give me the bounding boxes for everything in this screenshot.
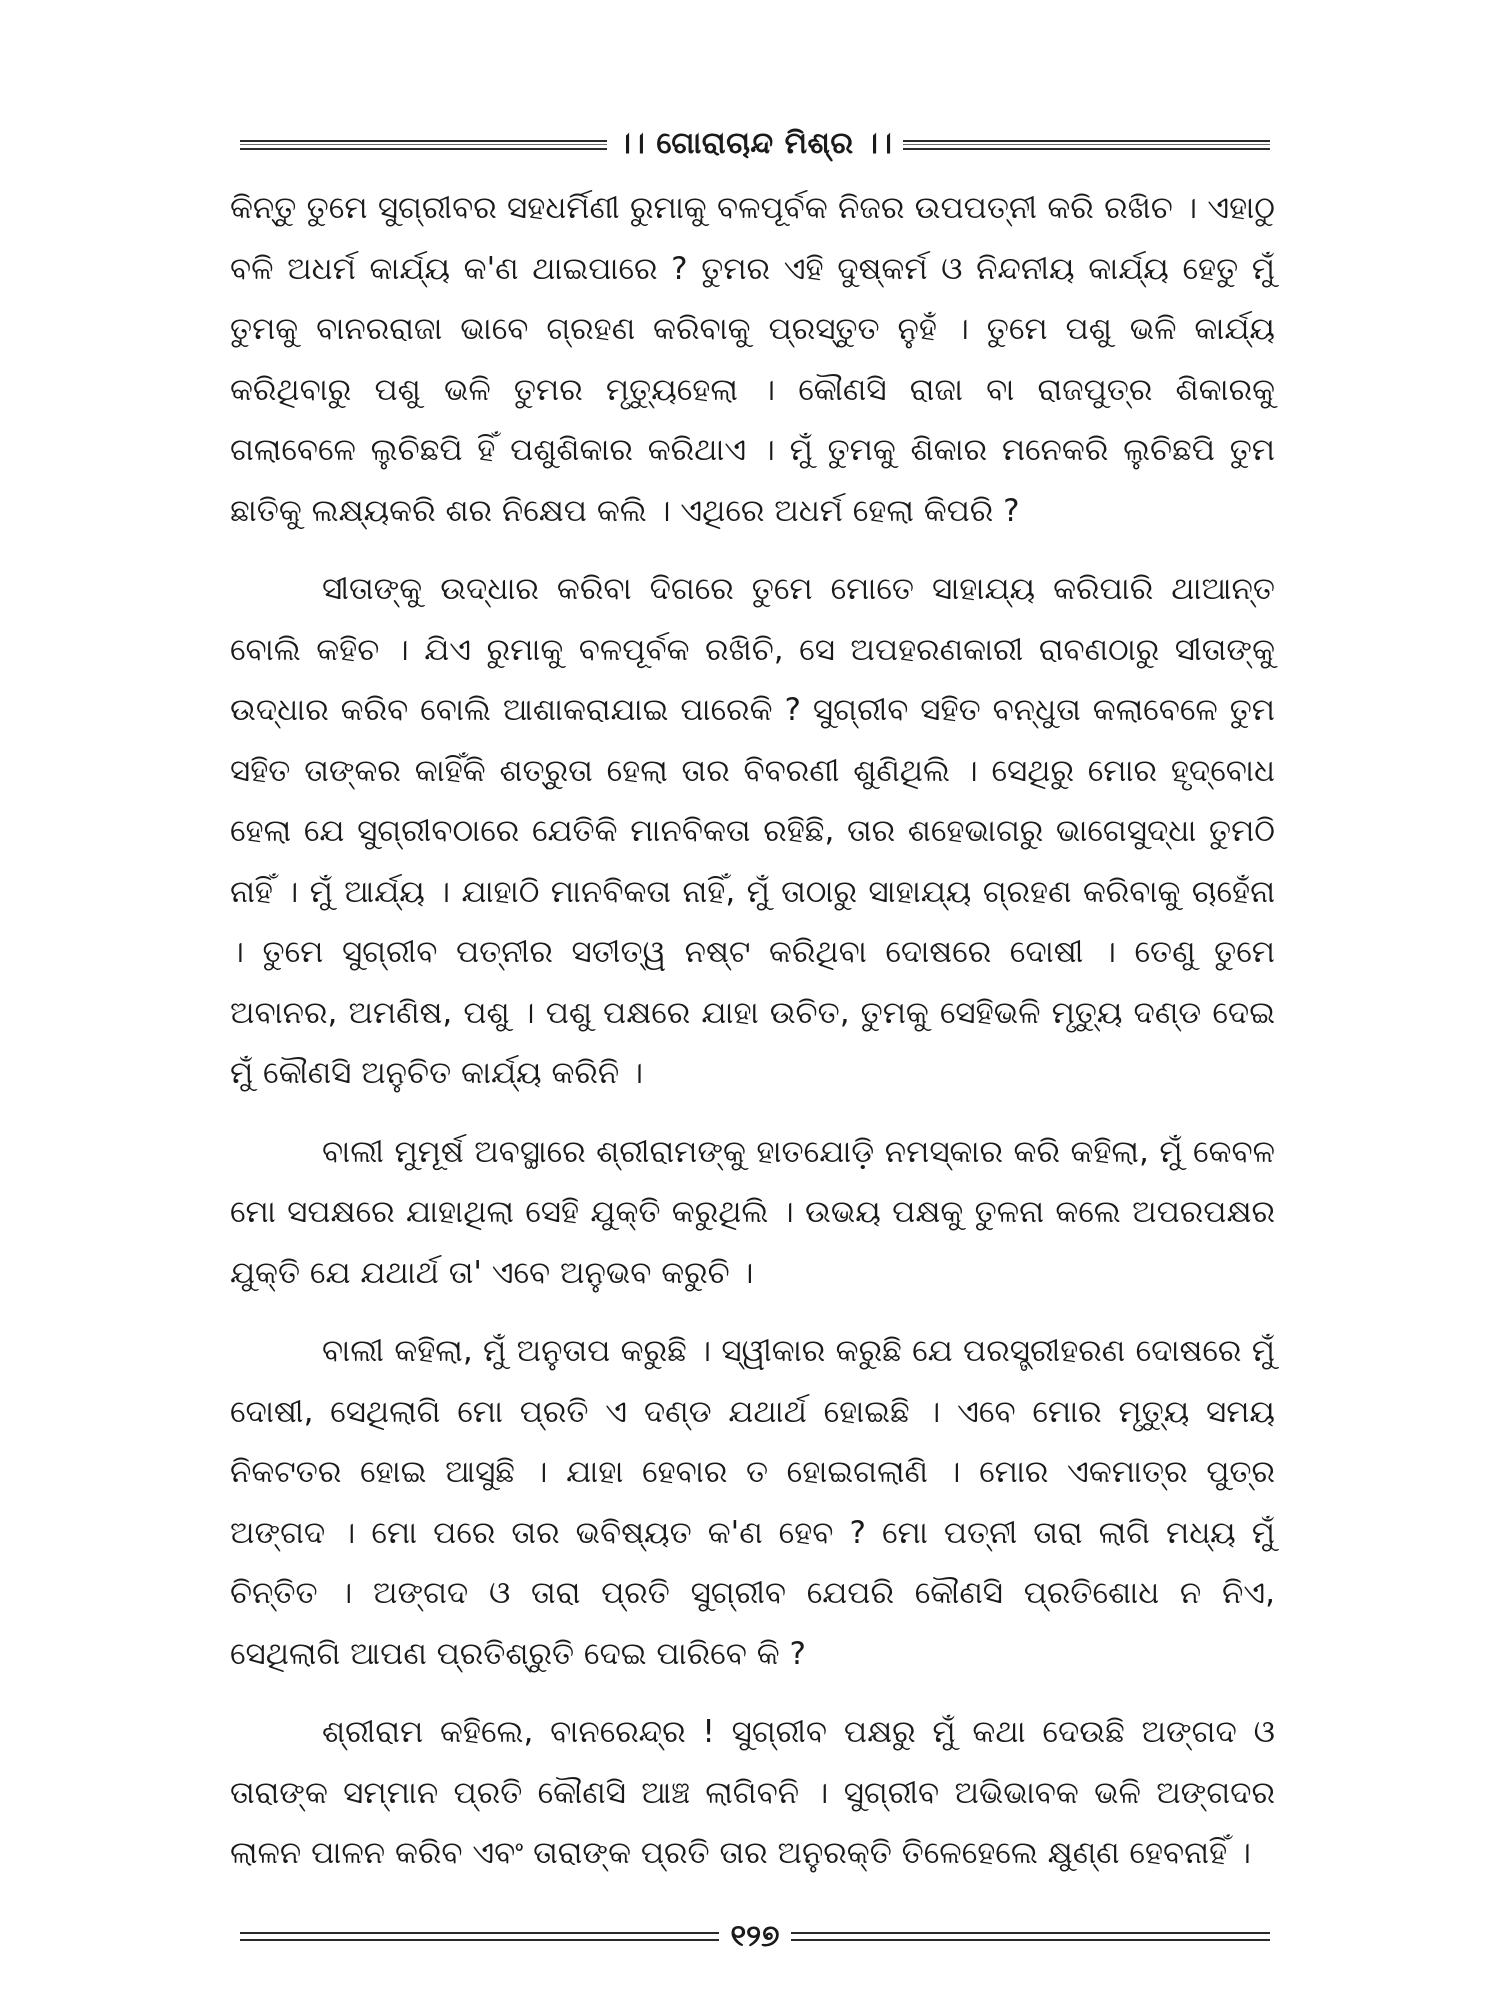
author-name-header: ।। ଗୋରାଚାନ୍ଦ ମିଶ୍ର ।। (617, 125, 893, 161)
header-rule-left (240, 140, 607, 150)
paragraph-1: କିନ୍ତୁ ତୁମେ ସୁଗ୍ରୀବର ସହଧର୍ମିଣୀ ରୁମାକୁ ବଳପୂର୍ବକ ନିଜର ଉପପତ୍ନୀ କରି ରଖିଚ । ଏହାଠୁ ବଳି ଅଧର୍ମ କାର୍ଯ୍ୟ କ'ଣ ଥାଇପାରେ ? ତୁମର ଏହି ଦୁଷ୍କର୍ମ ଓ ନିନ୍ଦନୀୟ କାର୍ଯ୍ୟ ହେତୁ ମୁଁ ତୁମକୁ ବାନରରାଜା ଭାବେ ଗ୍ରହଣ କରିବାକୁ ପ୍ରସ୍ତୁତ ନୁହଁ । ତୁମେ ପଶୁ ଭଳି କାର୍ଯ୍ୟ କରିଥିବାରୁ ପଶୁ ଭଳି ତୁମର ମୃତ୍ୟୁହେଲା । କୌଣସି ରାଜା ବା ରାଜପୁତ୍ର ଶିକାରକୁ ଗଲାବେଳେ ଲୁଚିଛପି ହିଁ ପଶୁଶିକାର କରିଥାଏ । ମୁଁ ତୁମକୁ ଶିକାର ମନେକରି ଲୁଚିଛପି ତୁମ ଛାତିକୁ ଲକ୍ଷ୍ୟକରି ଶର ନିକ୍ଷେପ କଲି । ଏଥିରେ ଅଧର୍ମ ହେଲା କିପରି ? (230, 190, 1275, 529)
header-rule-right (903, 140, 1270, 150)
paragraph-5: ଶ୍ରୀରାମ କହିଲେ, ବାନରେନ୍ଦ୍ର ! ସୁଗ୍ରୀବ ପକ୍ଷରୁ ମୁଁ କଥା ଦେଉଛି ଅଙ୍ଗଦ ଓ ତାରାଙ୍କ ସମ୍ମାନ ପ୍ରତି କୌଣସି ଆଞ୍ଚ ଲାଗିବନି । ସୁଗ୍ରୀବ ଅଭିଭାବକ ଭଳି ଅଙ୍ଗଦର ଲାଳନ ପାଳନ କରିବ ଏବଂ ତାରାଙ୍କ ପ୍ରତି ତାର ଅନୁରକ୍ତି ତିଳେହେଲେ କ୍ଷୁଣ୍ଣ ହେବନାହିଁ । (230, 1714, 1275, 1871)
running-header (240, 123, 1270, 163)
running-footer (240, 1918, 1270, 1954)
page-number: ୧୨୭ (730, 1918, 780, 1954)
paragraph-4: ବାଲୀ କହିଲା, ମୁଁ ଅନୁତାପ କରୁଛି । ସ୍ୱୀକାର କରୁଛି ଯେ ପରସ୍ତ୍ରୀହରଣ ଦୋଷରେ ମୁଁ ଦୋଷୀ, ସେଥିଲାଗି ମୋ ପ୍ରତି ଏ ଦଣ୍ଡ ଯଥାର୍ଥ ହୋଇଛି । ଏବେ ମୋର ମୃତ୍ୟୁ ସମୟ ନିକଟତର ହୋଇ ଆସୁଛି । ଯାହା ହେବାର ତ ହୋଇଗଲାଣି । ମୋର ଏକମାତ୍ର ପୁତ୍ର ଅଙ୍ଗଦ । ମୋ ପରେ ତାର ଭବିଷ୍ୟତ କ'ଣ ହେବ ? ମୋ ପତ୍ନୀ ତାରା ଲାଗି ମଧ୍ୟ ମୁଁ ଚିନ୍ତିତ । ଅଙ୍ଗଦ ଓ ତାରା ପ୍ରତି ସୁଗ୍ରୀବ ଯେପରି କୌଣସି ପ୍ରତିଶୋଧ ନ ନିଏ, ସେଥିଲାଗି ଆପଣ ପ୍ରତିଶ୍ରୁତି ଦେଇ ପାରିବେ କି ? (230, 1333, 1275, 1672)
footer-rule-right (791, 1932, 1270, 1941)
footer-rule-left (240, 1932, 719, 1941)
paragraph-3: ବାଲୀ ମୁମୂର୍ଷ ଅବସ୍ଥାରେ ଶ୍ରୀରାମଙ୍କୁ ହାତଯୋଡ଼ି ନମସ୍କାର କରି କହିଲା, ମୁଁ କେବଳ ମୋ ସପକ୍ଷରେ ଯାହାଥିଲା ସେହି ଯୁକ୍ତି କରୁଥିଲି । ଉଭୟ ପକ୍ଷକୁ ତୁଳନା କଲେ ଅପରପକ୍ଷର ଯୁକ୍ତି ଯେ ଯଥାର୍ଥ ତା' ଏବେ ଅନୁଭବ କରୁଚି । (230, 1133, 1275, 1291)
body-text (230, 178, 1275, 1884)
paragraph-2: ସୀତାଙ୍କୁ ଉଦ୍ଧାର କରିବା ଦିଗରେ ତୁମେ ମୋତେ ସାହାଯ୍ୟ କରିପାରି ଥାଆନ୍ତ ବୋଲି କହିଚ । ଯିଏ ରୁମାକୁ ବଳପୂର୍ବକ ରଖିଚି, ସେ ଅପହରଣକାରୀ ରାବଣଠାରୁ ସୀତାଙ୍କୁ ଉଦ୍ଧାର କରିବ ବୋଲି ଆଶାକରାଯାଇ ପାରେକି ? ସୁଗ୍ରୀବ ସହିତ ବନ୍ଧୁତା କଲାବେଳେ ତୁମ ସହିତ ତାଙ୍କର କାହିଁକି ଶତ୍ରୁତା ହେଲା ତାର ବିବରଣୀ ଶୁଣିଥିଲି । ସେଥିରୁ ମୋର ହୃଦ୍‌ବୋଧ ହେଲା ଯେ ସୁଗ୍ରୀବଠାରେ ଯେତିକି ମାନବିକତା ରହିଛି, ତାର ଶହେଭାଗରୁ ଭାଗେସୁଦ୍ଧା ତୁମଠି ନାହିଁ । ମୁଁ ଆର୍ଯ୍ୟ । ଯାହାଠି ମାନବିକତା ନାହିଁ, ମୁଁ ତାଠାରୁ ସାହାଯ୍ୟ ଗ୍ରହଣ କରିବାକୁ ଚାହେଁନା । ତୁମେ ସୁଗ୍ରୀବ ପତ୍ନୀର ସତୀତ୍ୱ ନଷ୍ଟ କରିଥିବା ଦୋଷରେ ଦୋଷୀ । ତେଣୁ ତୁମେ ଅବାନର, ଅମଣିଷ, ପଶୁ । ପଶୁ ପକ୍ଷରେ ଯାହା ଉଚିତ, ତୁମକୁ ସେହିଭଳି ମୃତ୍ୟୁ ଦଣ୍ଡ ଦେଇ ମୁଁ କୌଣସି ଅନୁଚିତ କାର୍ଯ୍ୟ କରିନି । (230, 571, 1275, 1091)
